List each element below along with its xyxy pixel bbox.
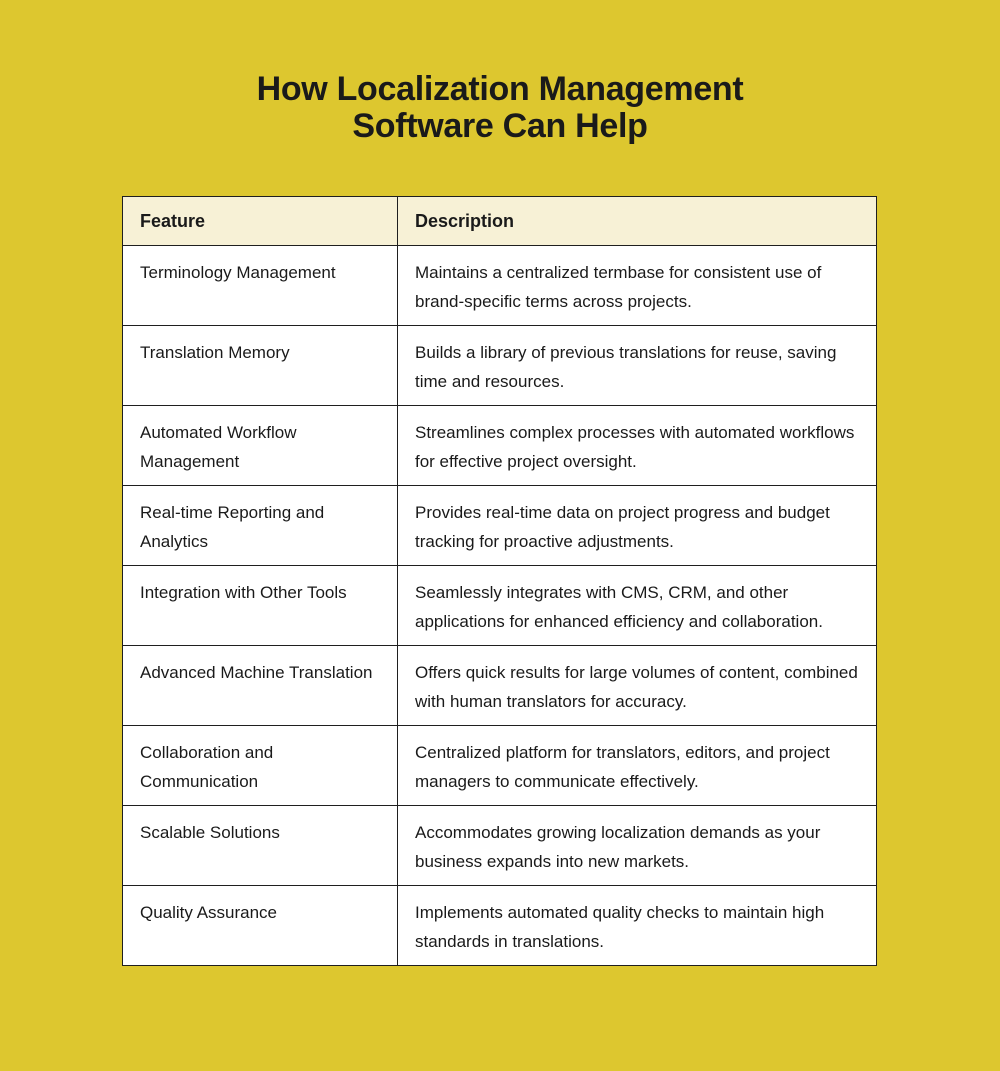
feature-cell: Real-time Reporting and Analytics [123, 486, 398, 566]
page-title-line1: How Localization Management [256, 70, 744, 108]
table-row [123, 246, 877, 326]
features-table [122, 196, 877, 966]
table-row [123, 806, 877, 886]
description-cell: Streamlines complex processes with automated workflows for effective project oversight. [398, 406, 877, 486]
description-cell: Centralized platform for translators, editors, and project managers to communicate effectively. [398, 726, 877, 806]
description-cell: Seamlessly integrates with CMS, CRM, and other applications for enhanced efficiency and collaboration. [398, 566, 877, 646]
table-row [123, 886, 877, 966]
feature-cell: Automated Workflow Management [123, 406, 398, 486]
table-row [123, 326, 877, 406]
description-cell: Provides real-time data on project progress and budget tracking for proactive adjustments. [398, 486, 877, 566]
feature-cell: Scalable Solutions [123, 806, 398, 886]
feature-cell: Collaboration and Communication [123, 726, 398, 806]
feature-cell: Advanced Machine Translation [123, 646, 398, 726]
column-header-description: Description [398, 197, 877, 246]
description-cell: Implements automated quality checks to maintain high standards in translations. [398, 886, 877, 966]
table-row [123, 726, 877, 806]
page-title-line2: Software Can Help [352, 107, 648, 145]
description-cell: Builds a library of previous translations for reuse, saving time and resources. [398, 326, 877, 406]
table-row [123, 486, 877, 566]
description-cell: Offers quick results for large volumes of content, combined with human translators for accuracy. [398, 646, 877, 726]
feature-cell: Integration with Other Tools [123, 566, 398, 646]
feature-cell: Terminology Management [123, 246, 398, 326]
feature-cell: Translation Memory [123, 326, 398, 406]
description-cell: Accommodates growing localization demands as your business expands into new markets. [398, 806, 877, 886]
table-row [123, 646, 877, 726]
table-body [123, 246, 877, 966]
page-title [0, 71, 1000, 145]
table-header-row [123, 197, 877, 246]
description-cell: Maintains a centralized termbase for consistent use of brand-specific terms across projects. [398, 246, 877, 326]
feature-cell: Quality Assurance [123, 886, 398, 966]
table-row [123, 566, 877, 646]
column-header-feature: Feature [123, 197, 398, 246]
table-row [123, 406, 877, 486]
